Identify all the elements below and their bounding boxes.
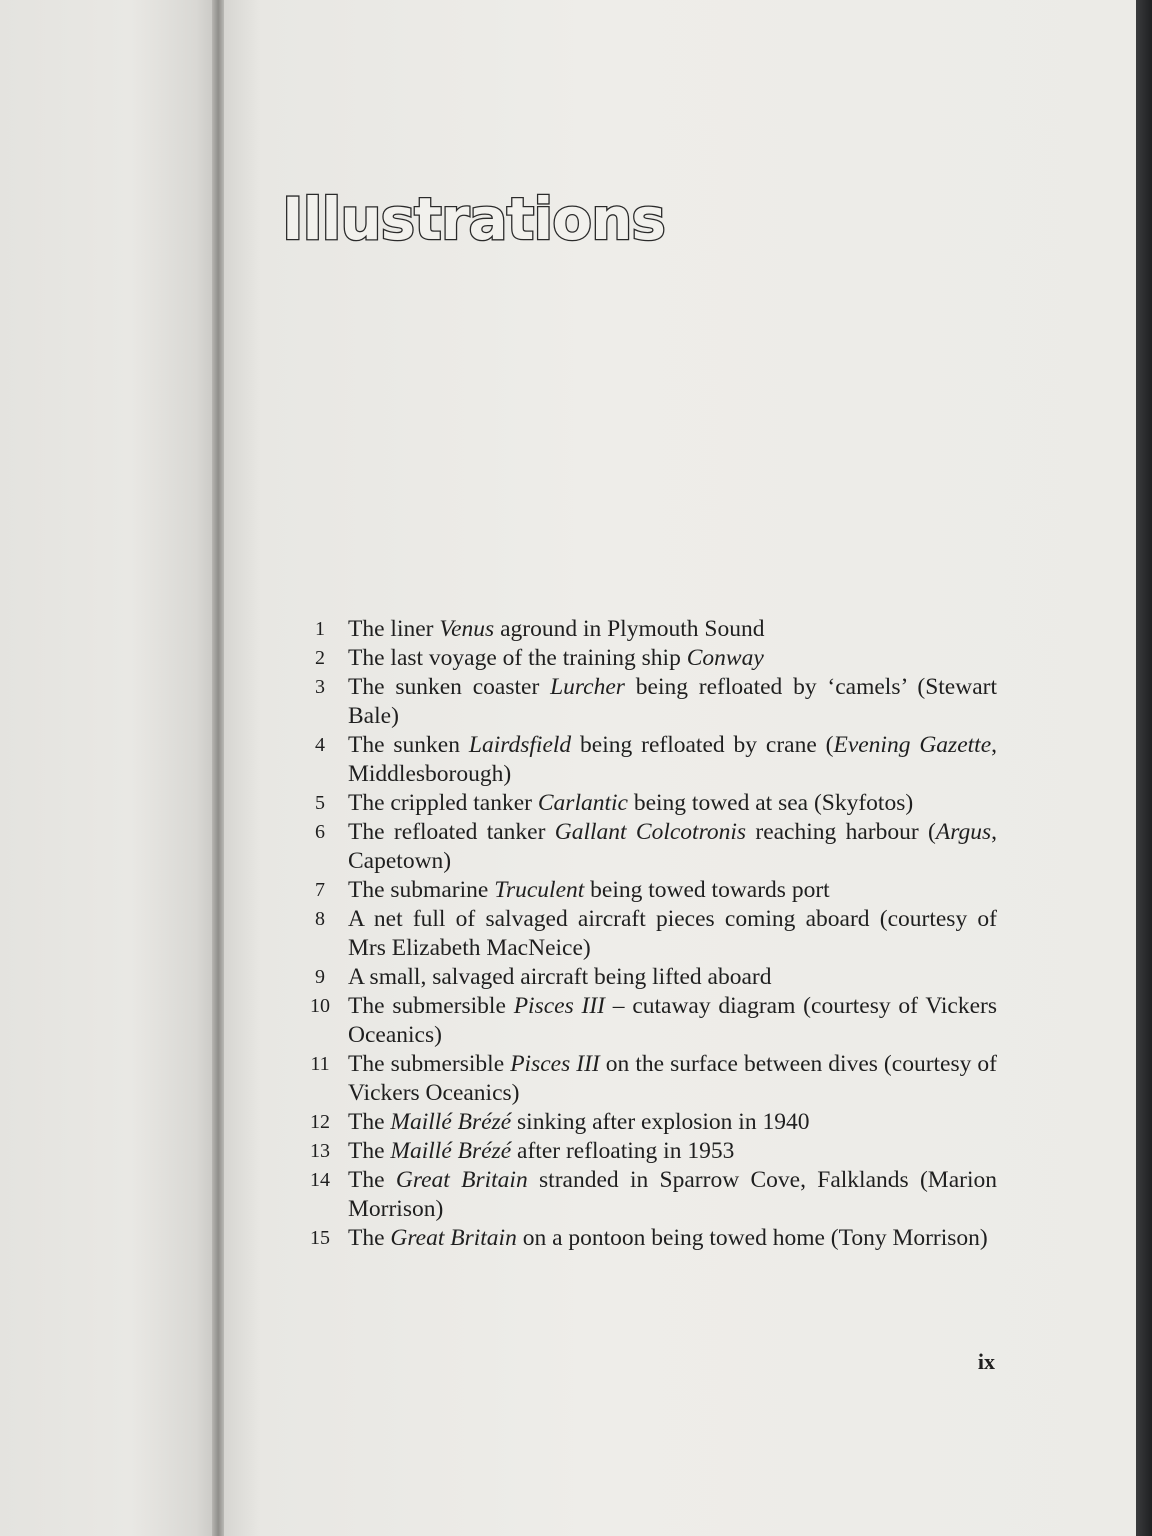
illustration-number: 3 (315, 676, 325, 698)
caption-text: The liner (348, 616, 440, 642)
list-item (292, 1166, 997, 1224)
caption-text: The (348, 1138, 391, 1164)
illustration-number: 2 (315, 647, 325, 669)
caption-text: A net full of salvaged aircraft pieces coming aboard (courtesy of Mrs Elizabeth MacNeice) (348, 906, 997, 961)
caption-text: , Capetown) (348, 819, 997, 874)
caption-text: The (348, 1225, 391, 1251)
caption-text: , Middlesborough) (348, 732, 998, 787)
caption-italic-title: Carlantic (537, 790, 628, 816)
illustration-caption (348, 644, 997, 673)
caption-text: on the surface between dives (courtesy of Vickers Oceanics) (348, 1051, 997, 1106)
illustration-number: 11 (310, 1053, 330, 1075)
caption-text: reaching harbour ( (746, 819, 936, 845)
illustration-number: 12 (310, 1111, 330, 1133)
caption-text: – cutaway diagram (courtesy of Vickers Oceanics) (348, 993, 998, 1048)
illustration-caption (348, 992, 997, 1050)
illustration-caption (348, 963, 997, 992)
illustration-number: 15 (310, 1227, 330, 1249)
caption-text: The submersible (348, 1051, 511, 1077)
caption-italic-title: Maillé Brézé (390, 1138, 512, 1164)
illustration-number: 1 (315, 618, 325, 640)
caption-text: The crippled tanker (348, 790, 538, 816)
illustration-caption (348, 1108, 997, 1137)
list-item (292, 963, 997, 992)
caption-italic-title: Lairdsfield (468, 732, 572, 758)
caption-italic-title: Evening Gazette (833, 732, 992, 758)
caption-italic-title: Argus (935, 819, 992, 845)
illustration-caption (348, 876, 997, 905)
illustration-number: 5 (315, 792, 325, 814)
list-item (292, 905, 997, 963)
caption-italic-title: Great Britain (390, 1225, 517, 1251)
caption-italic-title: Truculent (494, 877, 585, 903)
page-edge-shadow (1136, 0, 1152, 1536)
caption-italic-title: Pisces III (510, 1051, 600, 1077)
illustration-number: 4 (315, 734, 325, 756)
illustration-number: 8 (315, 908, 325, 930)
caption-text: The sunken (348, 732, 469, 758)
caption-text: The submersible (348, 993, 514, 1019)
list-item (292, 789, 997, 818)
list-item (292, 992, 997, 1050)
illustration-number: 7 (315, 879, 325, 901)
illustrations-list (292, 615, 997, 1253)
illustration-caption (348, 1137, 997, 1166)
list-item (292, 1108, 997, 1137)
list-item (292, 673, 997, 731)
list-item (292, 818, 997, 876)
caption-italic-title: Pisces III (513, 993, 605, 1019)
caption-italic-title: Great Britain (395, 1167, 528, 1193)
caption-text: being refloated by ‘camels’ (Stewart Bale) (348, 674, 997, 729)
list-item (292, 615, 997, 644)
caption-text: The last voyage of the training ship (348, 645, 687, 671)
illustration-caption (348, 1224, 997, 1253)
caption-text: after refloating in 1953 (511, 1138, 735, 1164)
left-page (0, 0, 218, 1536)
illustration-number: 13 (310, 1140, 330, 1162)
caption-text: being towed at sea (Skyfotos) (627, 790, 914, 816)
caption-text: The refloated tanker (348, 819, 555, 845)
caption-text: A small, salvaged aircraft being lifted aboard (348, 964, 772, 990)
caption-text: The sunken coaster (348, 674, 551, 700)
caption-italic-title: Conway (686, 645, 764, 671)
caption-text: The submarine (348, 877, 495, 903)
illustration-caption (348, 615, 997, 644)
caption-italic-title: Lurcher (550, 674, 625, 700)
list-item (292, 1050, 997, 1108)
illustration-caption (348, 731, 997, 789)
caption-text: being refloated by crane ( (571, 732, 834, 758)
caption-italic-title: Gallant Colcotronis (554, 819, 747, 845)
illustration-caption (348, 818, 997, 876)
illustration-caption (348, 905, 997, 963)
illustration-number: 9 (315, 966, 325, 988)
illustration-caption (348, 1050, 997, 1108)
caption-text: sinking after explosion in 1940 (511, 1109, 810, 1135)
illustration-number: 14 (310, 1169, 330, 1191)
caption-text: The (348, 1167, 396, 1193)
list-item (292, 876, 997, 905)
list-item (292, 1137, 997, 1166)
caption-text: The (348, 1109, 391, 1135)
illustration-caption (348, 673, 997, 731)
page-number: ix (977, 1349, 995, 1374)
caption-text: aground in Plymouth Sound (494, 616, 765, 642)
list-item (292, 1224, 997, 1253)
caption-text: being towed towards port (584, 877, 830, 903)
page-heading: Illustrations (282, 185, 665, 253)
illustration-caption (348, 789, 997, 818)
caption-text: stranded in Sparrow Cove, Falklands (Marion Morrison) (348, 1167, 997, 1222)
list-item (292, 644, 997, 673)
illustration-number: 10 (310, 995, 330, 1017)
caption-text: on a pontoon being towed home (Tony Morrison) (516, 1225, 988, 1251)
list-item (292, 731, 997, 789)
caption-italic-title: Maillé Brézé (390, 1109, 512, 1135)
illustration-caption (348, 1166, 997, 1224)
illustration-number: 6 (315, 821, 325, 843)
caption-italic-title: Venus (439, 616, 495, 642)
